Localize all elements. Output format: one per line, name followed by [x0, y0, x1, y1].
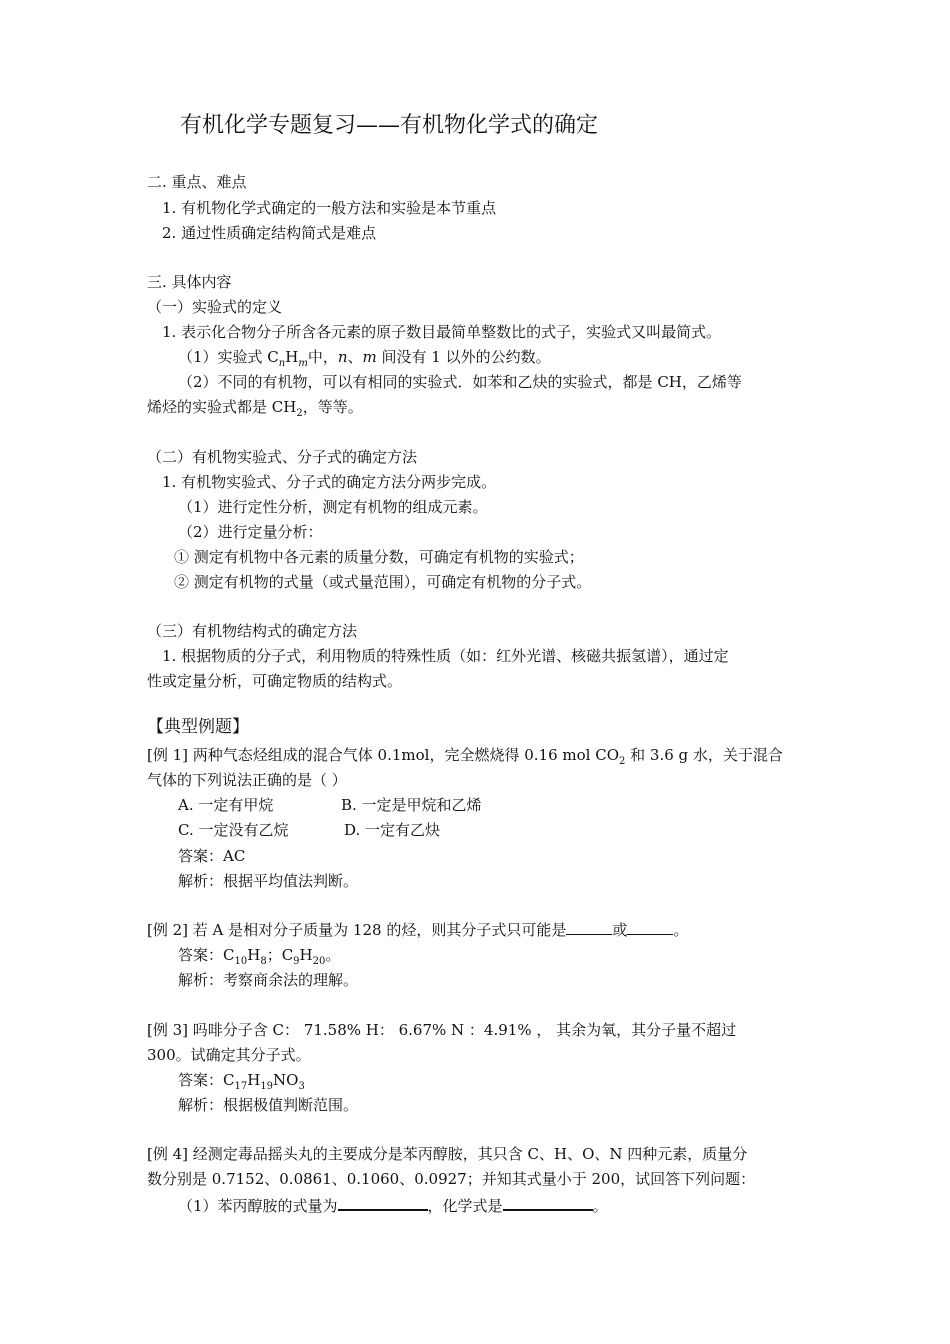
text-segment: 。	[673, 921, 689, 939]
text-segment: H	[247, 1071, 261, 1089]
part-2-line-3: （2）进行定量分析：	[178, 523, 323, 541]
part-3-heading: （三）有机物结构式的确定方法	[147, 622, 358, 640]
text-segment: ，化学式是	[427, 1197, 503, 1215]
variable-m: m	[362, 348, 377, 366]
text-segment: H	[299, 946, 313, 964]
text-segment: 。	[592, 1197, 608, 1215]
example-4-line-1: [例 4] 经测定毒品摇头丸的主要成分是苯丙醇胺，其只含 C、H、O、N 四种元素，质量分	[147, 1145, 748, 1163]
example-2-answer	[178, 945, 340, 965]
text-segment: 间没有 1 以外的公约数。	[376, 348, 551, 366]
subscript: 3	[298, 1081, 305, 1092]
answer-blank[interactable]	[627, 920, 673, 935]
formula-h: H	[285, 348, 299, 366]
part-2-line-4: ① 测定有机物中各元素的质量分数，可确定有机物的实验式；	[174, 548, 584, 566]
example-1-answer: 答案：AC	[178, 847, 246, 865]
section-3-heading: 三. 具体内容	[147, 273, 232, 291]
example-4-question-1	[178, 1195, 608, 1216]
text-segment: 或	[612, 921, 628, 939]
subscript: 10	[234, 956, 248, 967]
text-segment: 答案：C	[178, 1071, 235, 1089]
part-2-line-5: ② 测定有机物的式量（或式量范围），可确定有机物的分子式。	[174, 573, 592, 591]
subscript-n: n	[278, 358, 286, 369]
subscript: 9	[293, 956, 300, 967]
text-segment: （1）苯丙醇胺的式量为	[178, 1197, 338, 1215]
example-1-analysis: 解析：根据平均值法判断。	[178, 872, 359, 890]
subscript-m: m	[298, 358, 308, 369]
example-1-option-a: A. 一定有甲烷	[178, 796, 274, 814]
text-segment: [例 2] 若 A 是相对分子质量为 128 的烃，则其分子式只可能是	[147, 921, 567, 939]
text-segment: 烯烃的实验式都是 CH	[147, 398, 297, 416]
part-1-heading: （一）实验式的定义	[147, 298, 283, 316]
text-segment: [例 1] 两种气态烃组成的混合气体 0.1mol，完全燃烧得 0.16 mol CO	[147, 746, 619, 764]
part-2-line-2: （1）进行定性分析，测定有机物的组成元素。	[178, 498, 488, 516]
example-1-line-2: 气体的下列说法正确的是（ ）	[147, 771, 347, 789]
part-2-line-1: 1. 有机物实验式、分子式的确定方法分两步完成。	[162, 473, 497, 491]
formula-prefix: （1）实验式 C	[178, 348, 279, 366]
example-3-line-1: [例 3] 吗啡分子含 C： 71.58% H： 6.67% N ：4.91% ， 其余为氧，其分子量不超过	[147, 1021, 737, 1039]
subscript-2: 2	[296, 408, 303, 419]
example-1-option-d: D. 一定有乙炔	[344, 821, 441, 839]
answer-blank[interactable]	[566, 920, 612, 935]
text-segment: 中，	[307, 348, 338, 366]
part-1-line-1: 1. 表示化合物分子所含各元素的原子数目最简单整数比的式子，实验式又叫最简式。	[162, 323, 722, 341]
section-2-heading: 二. 重点、难点	[147, 173, 247, 191]
text-segment: 和 3.6 g 水，关于混合	[625, 746, 783, 764]
part-3-line-2: 性或定量分析，可确定物质的结构式。	[147, 672, 403, 690]
text-segment: 答案：C	[178, 946, 235, 964]
example-3-line-2: 300。试确定其分子式。	[147, 1046, 311, 1064]
example-3-analysis: 解析：根据极值判断范围。	[178, 1096, 359, 1114]
text-segment: H	[247, 946, 261, 964]
subscript: 20	[312, 956, 326, 967]
text-segment: ；C	[266, 946, 294, 964]
part-1-line-4	[147, 397, 363, 417]
page-title: 有机化学专题复习——有机物化学式的确定	[180, 113, 599, 138]
subscript: 8	[260, 956, 267, 967]
section-2-item-2: 2. 通过性质确定结构简式是难点	[162, 224, 377, 242]
subscript: 17	[234, 1081, 248, 1092]
example-1-option-b: B. 一定是甲烷和乙烯	[341, 796, 482, 814]
example-2-analysis: 解析：考察商余法的理解。	[178, 971, 359, 989]
answer-blank[interactable]	[338, 1195, 428, 1211]
variable-n: n	[337, 348, 348, 366]
part-1-line-3: （2）不同的有机物，可以有相同的实验式．如苯和乙炔的实验式，都是 CH，乙烯等	[178, 373, 742, 391]
example-1-option-c: C. 一定没有乙烷	[178, 821, 289, 839]
answer-blank[interactable]	[503, 1195, 593, 1211]
example-4-line-2: 数分别是 0.7152、0.0861、0.1060、0.0927；并知其式量小于 200，试回答下列问题：	[147, 1170, 756, 1188]
example-3-answer	[178, 1070, 305, 1090]
text-segment: 。	[325, 946, 341, 964]
examples-heading: 【典型例题】	[147, 717, 249, 737]
text-segment: ，等等。	[302, 398, 363, 416]
example-2-line-1	[147, 920, 688, 940]
text-segment: 、	[347, 348, 363, 366]
part-2-heading: （二）有机物实验式、分子式的确定方法	[147, 448, 418, 466]
part-3-line-1: 1. 根据物质的分子式，利用物质的特殊性质（如：红外光谱、核磁共振氢谱），通过定	[162, 647, 729, 665]
subscript-2: 2	[619, 756, 626, 767]
subscript: 19	[260, 1081, 274, 1092]
part-1-line-2	[178, 347, 551, 367]
text-segment: NO	[273, 1071, 299, 1089]
example-1-line-1	[147, 745, 783, 765]
section-2-item-1: 1. 有机物化学式确定的一般方法和实验是本节重点	[162, 199, 497, 217]
